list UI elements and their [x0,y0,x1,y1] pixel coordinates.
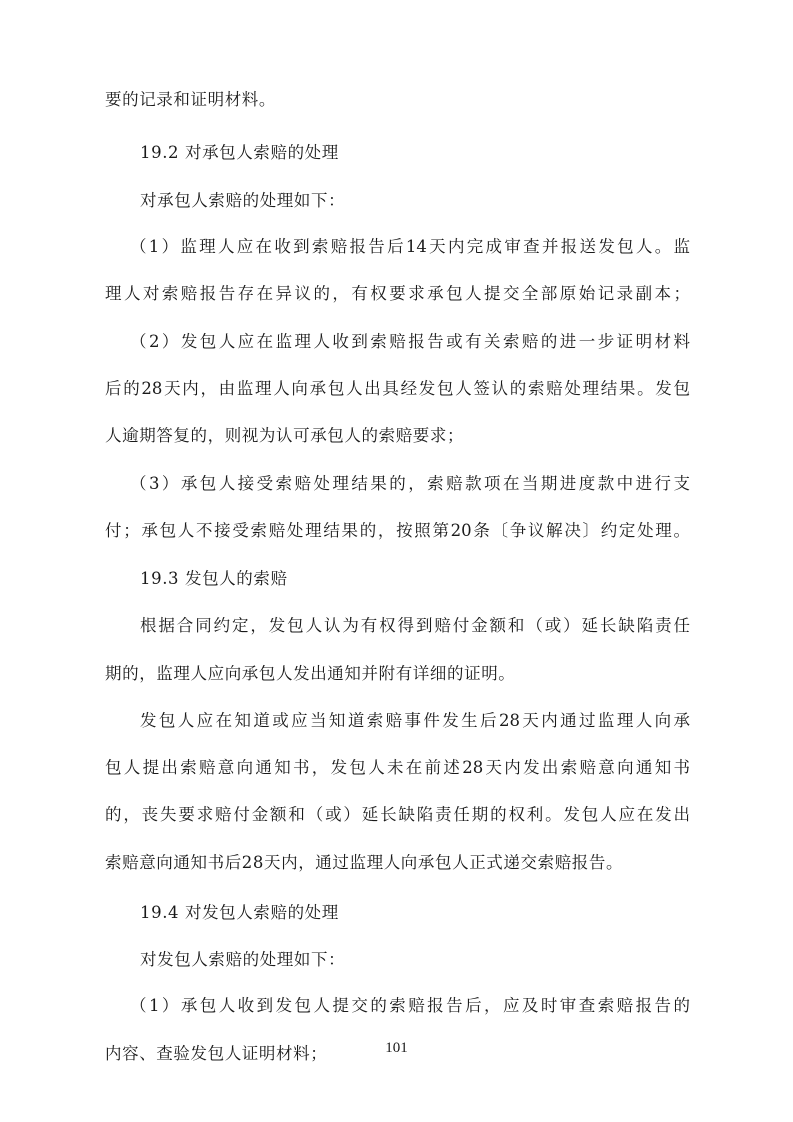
text-line: 后的28天内，由监理人向承包人出具经发包人签认的索赔处理结果。发包 [105,379,690,398]
text-line: 发包人应在知道或应当知道索赔事件发生后28天内通过监理人向承 [140,711,690,730]
text-line: 对发包人索赔的处理如下： [140,950,346,969]
text-line: （3）承包人接受索赔处理结果的，索赔款项在当期进度款中进行支 [130,474,690,493]
text-line: 19.2 对承包人索赔的处理 [140,143,339,162]
text-line: 对承包人索赔的处理如下： [140,191,346,210]
text-line: 19.3 发包人的索赔 [140,569,288,588]
text-line: （2）发包人应在监理人收到索赔报告或有关索赔的进一步证明材料 [130,332,690,351]
page-number: 101 [385,1040,408,1056]
text-line: 人逾期答复的，则视为认可承包人的索赔要求； [105,426,465,445]
text-line: （1）监理人应在收到索赔报告后14天内完成审查并报送发包人。监 [130,237,690,256]
text-line: 19.4 对发包人索赔的处理 [140,903,339,922]
text-line: 根据合同约定，发包人认为有权得到赔付金额和（或）延长缺陷责任 [140,616,690,635]
text-line: 索赔意向通知书后28天内，通过监理人向承包人正式递交索赔报告。 [105,853,624,872]
text-line: 付；承包人不接受索赔处理结果的，按照第20条〔争议解决〕约定处理。 [105,521,690,540]
text-line: （1）承包人收到发包人提交的索赔报告后，应及时审查索赔报告的 [130,996,690,1015]
text-line: 理人对索赔报告存在异议的，有权要求承包人提交全部原始记录副本； [105,284,690,303]
text-line: 的，丧失要求赔付金额和（或）延长缺陷责任期的权利。发包人应在发出 [105,805,690,824]
text-line: 内容、查验发包人证明材料； [105,1044,328,1063]
text-line: 期的，监理人应向承包人发出通知并附有详细的证明。 [105,664,516,683]
text-line: 要的记录和证明材料。 [105,90,276,109]
text-line: 包人提出索赔意向通知书，发包人未在前述28天内发出索赔意向通知书 [105,758,690,777]
